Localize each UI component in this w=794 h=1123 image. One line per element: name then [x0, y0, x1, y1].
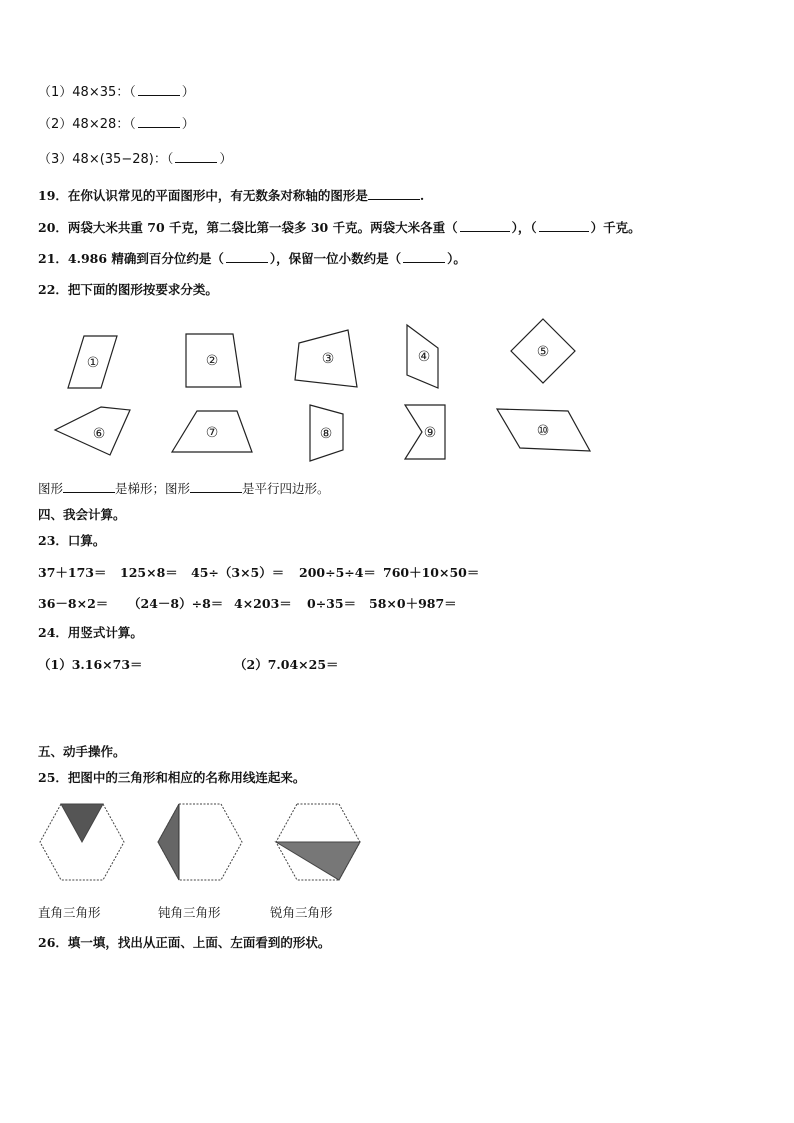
q24-title: 24．用竖式计算。: [38, 625, 143, 640]
q18-part-1-num: （1）: [38, 85, 73, 100]
q20-blank-2[interactable]: [539, 219, 589, 232]
q18-part-2-blank[interactable]: [138, 115, 180, 128]
name-right-triangle: 直角三角形: [38, 905, 101, 920]
q25-title: 25．把图中的三角形和相应的名称用线连起来。: [38, 770, 306, 785]
q18-part-1-expr: 48×35：（: [72, 85, 136, 100]
q21-text-c: ）。: [447, 251, 466, 266]
shape-4-label: ④: [417, 349, 431, 365]
q19-end: .: [419, 188, 425, 203]
q23-row-1: [38, 563, 498, 579]
q18-part-3: [38, 150, 232, 168]
q21-blank-1[interactable]: [226, 250, 268, 263]
q23-row2-item-2: （24－8）÷8＝: [128, 596, 224, 611]
q18-part-2-num: （2）: [38, 117, 73, 132]
q21: [38, 250, 466, 267]
q23-row1-item-2: 125×8＝: [120, 565, 178, 580]
shape-5-label: ⑤: [536, 344, 550, 360]
q23-row1-item-3: 45÷（3×5）＝: [191, 565, 285, 580]
shape-7-label: ⑦: [205, 425, 219, 441]
hexagon-2-triangle: [158, 804, 179, 880]
section-5-heading: 五、动手操作。: [38, 744, 126, 759]
q22-answer: [38, 480, 330, 497]
q18-part-1-blank[interactable]: [138, 83, 180, 96]
q18-part-2-expr: 48×28：（: [72, 117, 136, 132]
name-obtuse-triangle: 钝角三角形: [158, 905, 221, 920]
q23-row1-item-4: 200÷5÷4＝: [299, 565, 376, 580]
q22-shapes: [0, 310, 794, 490]
q23-row1-item-5: 760＋10×50＝: [383, 565, 480, 580]
q23-row2-item-1: 36－8×2＝: [38, 596, 109, 611]
q19: [38, 187, 424, 204]
hexagon-1: [40, 804, 124, 880]
q22-blank-trapezoid[interactable]: [63, 480, 115, 493]
q18-part-1-close: ）: [181, 85, 195, 100]
q24-part-2: （2）7.04×25＝: [234, 657, 339, 672]
q21-blank-2[interactable]: [403, 250, 445, 263]
shape-9-label: ⑨: [423, 425, 437, 441]
q20: [38, 219, 641, 236]
shape-2-label: ②: [205, 353, 219, 369]
q23-row2-item-3: 4×203＝: [234, 596, 292, 611]
q26-title: 26．填一填，找出从正面、上面、左面看到的形状。: [38, 935, 331, 950]
q18-part-2: [38, 115, 195, 133]
q18-part-2-close: ）: [181, 117, 195, 132]
q22-answer-b: 是梯形；图形: [115, 481, 191, 496]
q23-title: 23．口算。: [38, 533, 106, 548]
q22-answer-a: 图形: [38, 481, 64, 496]
q18-part-3-close: ）: [219, 152, 233, 167]
q18-part-1: [38, 83, 195, 101]
q20-text-c: ）千克。: [590, 220, 641, 235]
q23-row2-item-4: 0÷35＝: [307, 596, 357, 611]
q21-text-b: ），保留一位小数约是（: [269, 251, 402, 266]
q20-text-a: 20．两袋大米共重 70 千克，第二袋比第一袋多 30 千克。两袋大米各重（: [38, 220, 458, 235]
q18-part-3-expr: 48×(35−28)：（: [72, 152, 174, 167]
shape-10-label: ⑩: [536, 423, 550, 439]
hexagon-3: [276, 804, 360, 880]
q19-text: 19．在你认识常见的平面图形中，有无数条对称轴的图形是: [38, 188, 368, 203]
q19-blank[interactable]: [368, 187, 420, 200]
hexagon-3-triangle: [276, 842, 360, 880]
q25-hexagons: [0, 800, 794, 890]
q22-title: 22．把下面的图形按要求分类。: [38, 282, 218, 297]
section-4-heading: 四、我会计算。: [38, 507, 126, 522]
q24-parts: [38, 655, 358, 671]
hexagon-2: [158, 804, 242, 880]
hexagon-1-triangle: [61, 804, 103, 842]
q22-blank-parallelogram[interactable]: [190, 480, 242, 493]
q22-answer-c: 是平行四边形。: [242, 481, 330, 496]
q18-part-3-blank[interactable]: [175, 150, 217, 163]
q20-text-b: ），（: [511, 220, 537, 235]
q24-part-1: （1）3.16×73＝: [38, 657, 143, 672]
q18-part-3-num: （3）: [38, 152, 73, 167]
shape-1-label: ①: [86, 355, 100, 371]
q23-row1-item-1: 37＋173＝: [38, 565, 107, 580]
q23-row-2: [38, 594, 498, 610]
shape-3-label: ③: [321, 351, 335, 367]
q23-row2-item-5: 58×0＋987＝: [369, 596, 457, 611]
shape-6-label: ⑥: [92, 426, 106, 442]
name-acute-triangle: 锐角三角形: [270, 905, 333, 920]
q21-text-a: 21．4.986 精确到百分位约是（: [38, 251, 224, 266]
shape-8-label: ⑧: [319, 426, 333, 442]
q20-blank-1[interactable]: [460, 219, 510, 232]
